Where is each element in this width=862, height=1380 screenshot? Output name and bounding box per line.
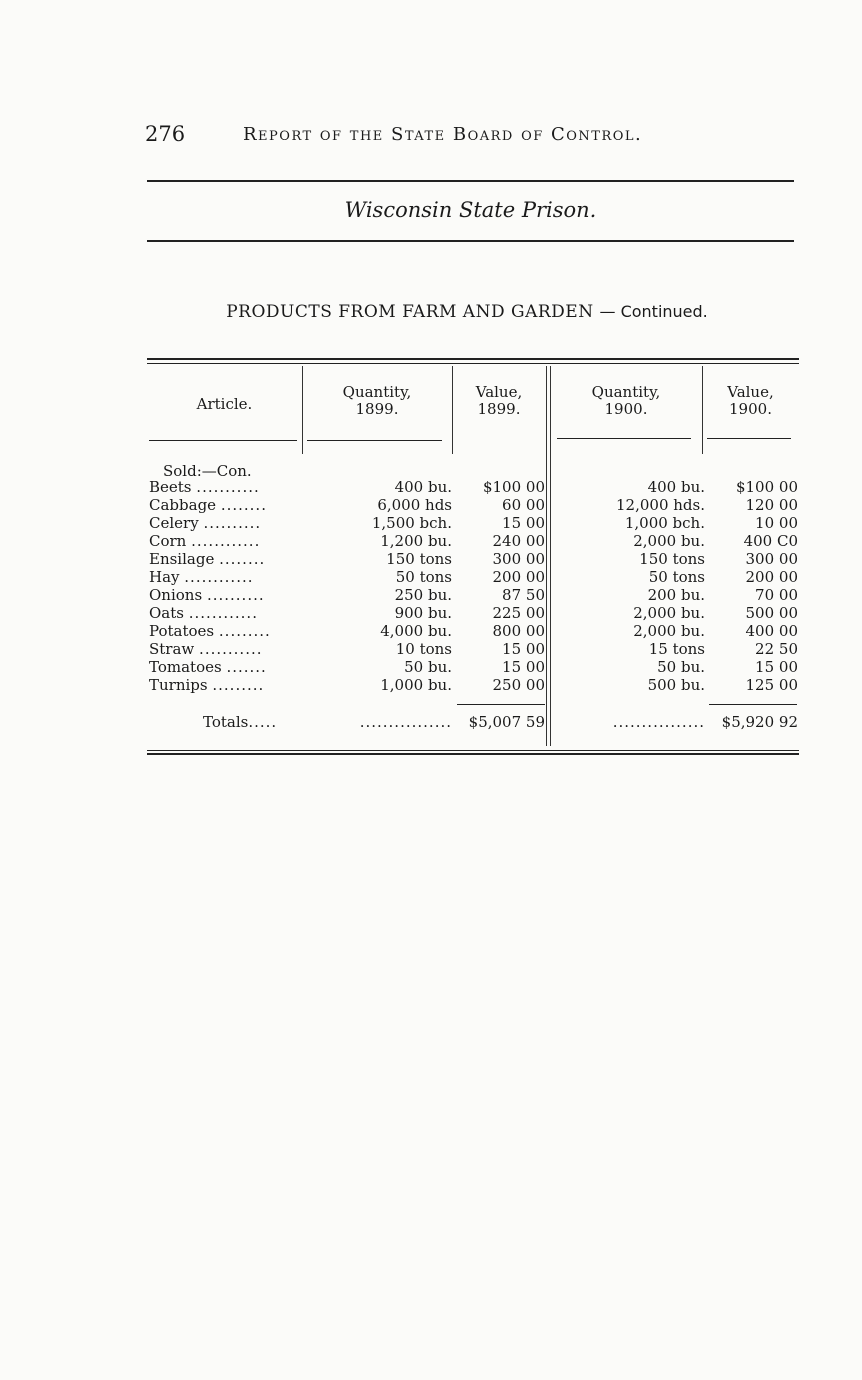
institution-subtitle: Wisconsin State Prison. [344,198,597,222]
page-number: 276 [145,122,186,146]
header-qty-1899 [302,384,452,418]
article-name: Ensilage [149,550,215,568]
cell-value-1899: $100 00 [482,478,545,496]
table-row [147,568,799,586]
products-table [147,358,799,758]
totals-value-1900: $5,920 92 [721,713,798,731]
cell-value-1900: 400 C0 [743,532,798,550]
article-name: Corn [149,532,187,550]
leader-dots: ....... [226,658,267,676]
table-row [147,658,799,676]
leader-dots: ......... [212,676,265,694]
leader-dots: ........... [196,478,260,496]
cell-qty-1900: 150 tons [639,550,705,568]
table-row [147,676,799,694]
cell-value-1899: 60 00 [502,496,545,514]
cell-qty-1900: 15 tons [648,640,705,658]
cell-value-1899: 300 00 [492,550,545,568]
header-qty-1900-line2: 1900. [604,400,648,418]
header-qty-1900 [550,384,702,418]
cell-value-1900: 400 00 [745,622,798,640]
cell-value-1900: 125 00 [745,676,798,694]
leader-dots: .......... [206,586,265,604]
header-underline [707,438,791,439]
section-continued: — Continued. [599,302,708,321]
article-name: Tomatoes [149,658,222,676]
cell-qty-1899: 150 tons [386,550,452,568]
cell-qty-1899: 1,200 bu. [380,532,452,550]
cell-article [149,586,299,604]
cell-qty-1899: 50 tons [395,568,452,586]
header-article [147,396,302,413]
table-row [147,604,799,622]
cell-article [149,604,299,622]
header-qty-1899-line1: Quantity, [342,383,412,401]
header-qty-1900-line1: Quantity, [591,383,661,401]
cell-value-1900: 70 00 [755,586,798,604]
header-val-1899-line2: 1899. [477,400,521,418]
cell-qty-1899: 6,000 hds [377,496,452,514]
totals-label-dots: ..... [248,713,278,731]
top-rule [147,180,794,182]
cell-value-1899: 800 00 [492,622,545,640]
totals-label [203,713,303,731]
totals-value-1899: $5,007 59 [468,713,545,731]
article-name: Onions [149,586,203,604]
header-val-1900-line2: 1900. [729,400,772,418]
cell-value-1900: 10 00 [755,514,798,532]
cell-article [149,568,299,586]
cell-value-1900: $100 00 [735,478,798,496]
subtitle-rule [147,240,794,242]
leader-dots: ........ [220,496,267,514]
totals-row [147,713,799,731]
cell-qty-1900: 1,000 bch. [624,514,705,532]
leader-dots: ............ [184,568,254,586]
totals-qty-1900-dots: ................ [612,713,705,731]
table-row [147,622,799,640]
cell-value-1900: 22 50 [755,640,798,658]
header-qty-1899-line2: 1899. [355,400,399,418]
totals-qty-1899-dots: ................ [359,713,452,731]
cell-qty-1900: 2,000 bu. [633,604,705,622]
cell-article [149,532,299,550]
cell-value-1900: 120 00 [745,496,798,514]
cell-article [149,676,299,694]
cell-qty-1900: 500 bu. [647,676,705,694]
table-row [147,514,799,532]
article-name: Straw [149,640,195,658]
header-underline [307,440,442,441]
cell-value-1899: 240 00 [492,532,545,550]
header-underline [557,438,691,439]
cell-qty-1900: 50 bu. [657,658,705,676]
leader-dots: .......... [203,514,262,532]
cell-value-1900: 200 00 [745,568,798,586]
table-top-rule [147,358,799,360]
cell-value-1899: 225 00 [492,604,545,622]
cell-qty-1900: 2,000 bu. [633,532,705,550]
article-name: Potatoes [149,622,215,640]
cell-article [149,622,299,640]
cell-qty-1899: 1,000 bu. [380,676,452,694]
cell-article [149,478,299,496]
leader-dots: ........ [219,550,266,568]
cell-qty-1900: 50 tons [648,568,705,586]
cell-qty-1900: 400 bu. [647,478,705,496]
cell-article [149,514,299,532]
article-name: Turnips [149,676,208,694]
totals-rule [709,704,797,705]
cell-qty-1899: 250 bu. [394,586,452,604]
table-bottom-rule [147,750,799,751]
table-top-rule-thin [147,363,799,364]
cell-qty-1899: 400 bu. [394,478,452,496]
table-row [147,640,799,658]
cell-value-1899: 15 00 [502,640,545,658]
leader-dots: ........... [199,640,263,658]
article-name: Cabbage [149,496,217,514]
leader-dots: ............ [188,604,258,622]
cell-qty-1900: 2,000 bu. [633,622,705,640]
cell-qty-1899: 4,000 bu. [380,622,452,640]
cell-qty-1900: 12,000 hds. [616,496,705,514]
cell-value-1899: 200 00 [492,568,545,586]
cell-qty-1900: 200 bu. [647,586,705,604]
cell-qty-1899: 900 bu. [394,604,452,622]
table-row [147,586,799,604]
page-header [145,122,795,152]
cell-article [149,550,299,568]
header-val-1899-line1: Value, [475,383,523,401]
header-underline [149,440,297,441]
totals-label-text: Totals [203,713,249,731]
cell-qty-1899: 10 tons [395,640,452,658]
cell-value-1899: 15 00 [502,514,545,532]
section-title [147,302,787,322]
cell-value-1899: 87 50 [502,586,545,604]
header-article-label: Article. [196,395,253,413]
cell-value-1899: 250 00 [492,676,545,694]
leader-dots: ......... [218,622,271,640]
article-name: Oats [149,604,184,622]
section-title-text: PRODUCTS FROM FARM AND GARDEN [226,302,594,322]
group-label: Sold:—Con. [163,462,252,480]
cell-qty-1899: 1,500 bch. [371,514,452,532]
cell-value-1899: 15 00 [502,658,545,676]
article-name: Beets [149,478,192,496]
header-val-1899 [452,384,546,418]
header-val-1900 [702,384,799,418]
running-title: Report of the State Board of Control. [243,124,643,145]
article-name: Hay [149,568,180,586]
table-row [147,532,799,550]
header-val-1900-line1: Value, [727,383,774,401]
cell-value-1900: 500 00 [745,604,798,622]
cell-article [149,640,299,658]
table-row [147,478,799,496]
totals-rule [457,704,545,705]
table-bottom-rule-thick [147,753,799,755]
leader-dots: ............ [191,532,261,550]
article-name: Celery [149,514,199,532]
cell-value-1900: 300 00 [745,550,798,568]
table-row [147,550,799,568]
cell-qty-1899: 50 bu. [404,658,452,676]
cell-article [149,658,299,676]
table-row [147,496,799,514]
cell-article [149,496,299,514]
cell-value-1900: 15 00 [755,658,798,676]
